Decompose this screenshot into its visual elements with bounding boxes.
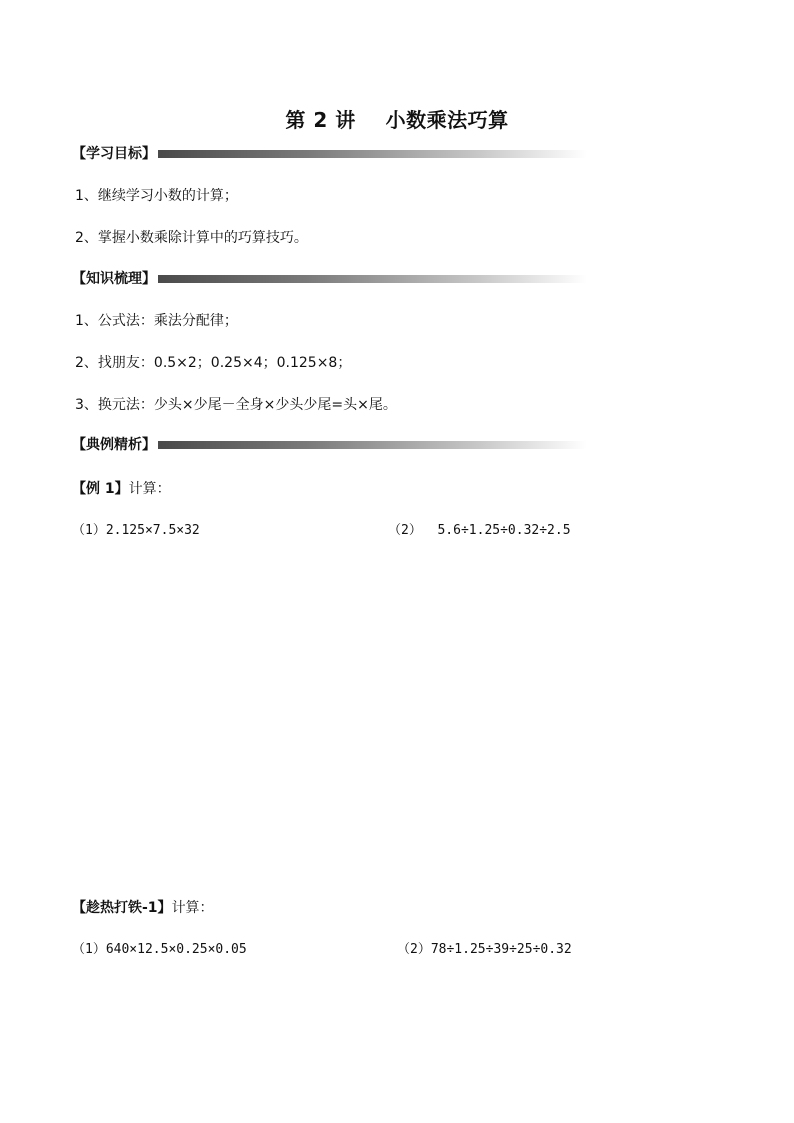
section-header-examples — [72, 436, 587, 454]
example-1-problem-2: （2） 5.6÷1.25÷0.32÷2.5 — [388, 523, 571, 538]
section-divider-bar — [158, 441, 587, 449]
section-label-knowledge: 【知识梳理】 — [72, 271, 156, 287]
practice-1-problem-2: （2）78÷1.25÷39÷25÷0.32 — [397, 942, 572, 957]
example-1-prompt: 计算： — [128, 481, 171, 497]
section-header-knowledge — [72, 270, 587, 288]
knowledge-item-2: 2、找朋友：0.5×2；0.25×4；0.125×8； — [75, 355, 352, 371]
practice-1-label: 【趁热打铁-1】 — [72, 900, 172, 916]
page-title: 第 2 讲 小数乘法巧算 — [285, 108, 509, 132]
section-header-goals — [72, 145, 587, 163]
example-1-label: 【例 1】 — [72, 481, 129, 497]
knowledge-item-3: 3、换元法：少头×少尾－全身×少头少尾=头×尾。 — [75, 397, 397, 413]
example-1-problem-1: （1）2.125×7.5×32 — [72, 523, 200, 538]
practice-1-prompt: 计算： — [171, 900, 214, 916]
practice-1-problem-1: （1）640×12.5×0.25×0.05 — [72, 942, 247, 957]
section-label-examples: 【典例精析】 — [72, 437, 156, 453]
goal-item-1: 1、继续学习小数的计算； — [75, 188, 238, 204]
goal-item-2: 2、掌握小数乘除计算中的巧算技巧。 — [75, 230, 308, 246]
section-divider-bar — [158, 150, 587, 158]
example-1-heading — [72, 479, 171, 499]
section-label-goals: 【学习目标】 — [72, 146, 156, 162]
knowledge-item-1: 1、公式法：乘法分配律； — [75, 313, 238, 329]
practice-1-heading — [72, 898, 214, 918]
section-divider-bar — [158, 275, 587, 283]
